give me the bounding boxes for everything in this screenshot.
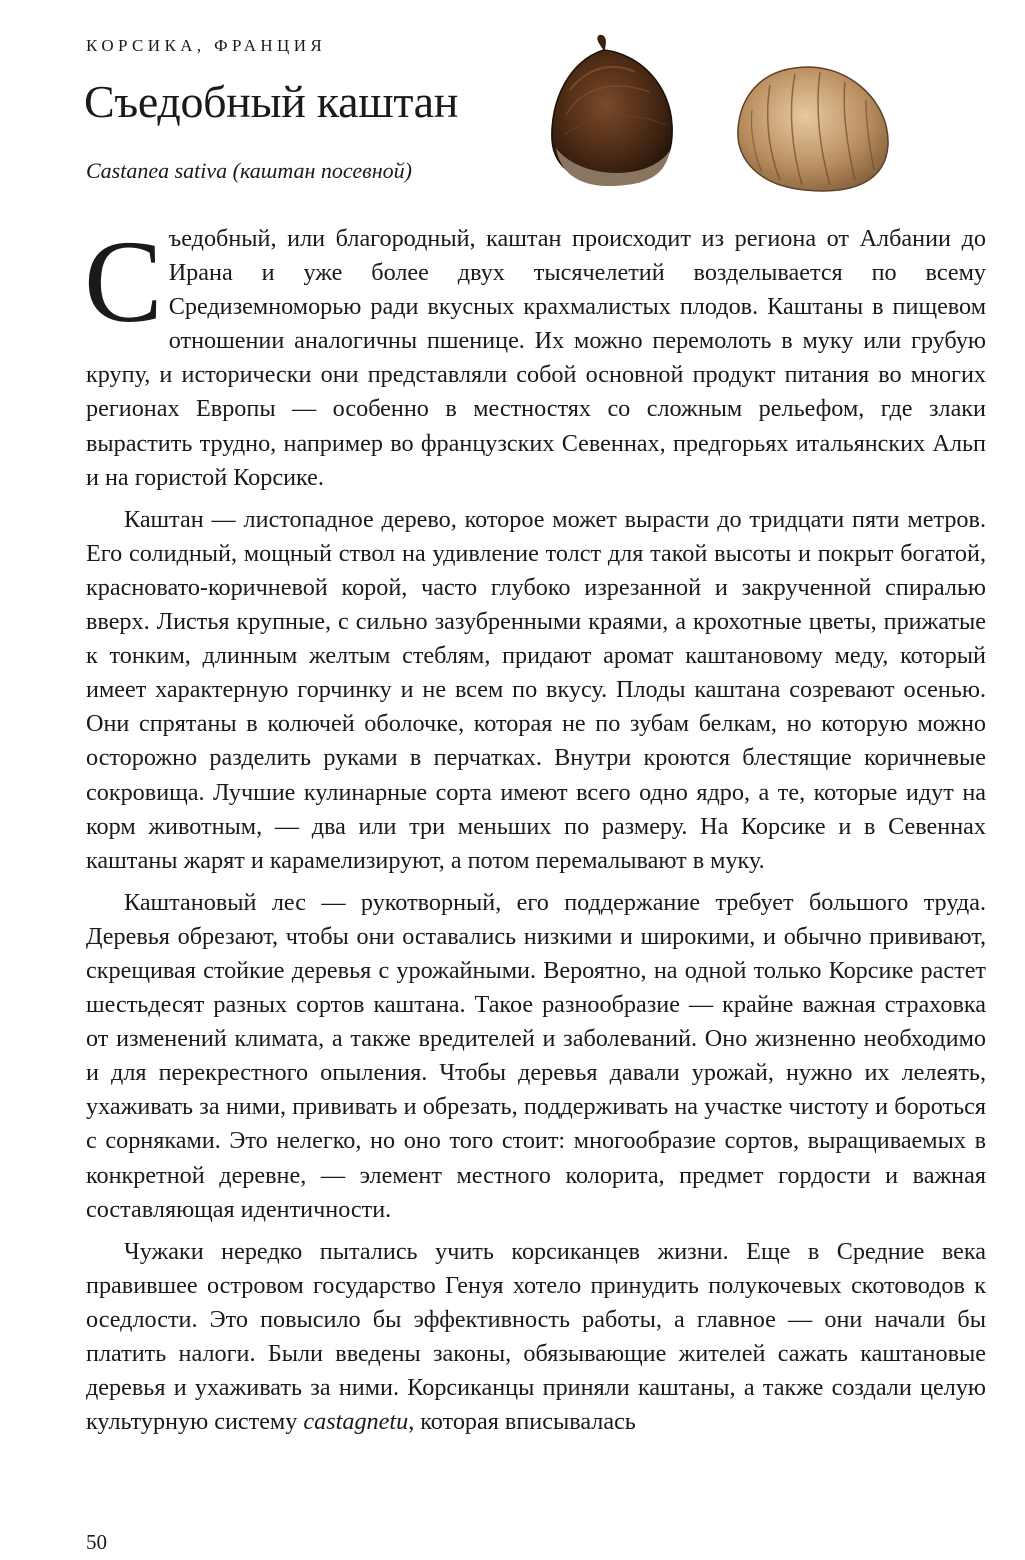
latin-subtitle: Castanea sativa (каштан посевной) (86, 158, 412, 183)
term-castagnetu: castagnetu (303, 1408, 409, 1436)
paragraph-4-text-start: Чужаки нередко пытались учить корсиканцев жизни. Еще в Средние века правившее островом государство Генуя хотело принудить полукочевых скотоводов к оседлости. Это повысило бы эффективность работы, а главное — они начали бы платить налоги. Были введены законы, обязывающие жителей сажать каштановые деревья и ухаживать за ними. Корсиканцы приняли каштаны, а также создали целую культурную систему (86, 1237, 986, 1436)
light-chestnut-icon (738, 67, 888, 191)
paragraph-4 (86, 1235, 986, 1440)
paragraph-3: Каштановый лес — рукотворный, его поддержание требует большого труда. Деревья обрезают, чтобы они оставались низкими и широкими, и обычно прививают, скрещивая стойкие деревья с урожайными. Вероятно, на одной только Корсике растет шестьдесят разных сортов каштана. Такое разнообразие — крайне важная страховка от изменений климата, а также вредителей и заболеваний. Оно жизненно необходимо и для перекрестного опыления. Чтобы деревья давали урожай, нужно их лелеять, ухаживать за ними, прививать и обрезать, поддерживать на участке чистоту и бороться с сорняками. Это нелегко, но оно того стоит: многообразие сортов, выращиваемых в конкретной деревне, — элемент местного колорита, предмет гордости и важная составляющая идентичности. (86, 888, 986, 1223)
paragraph-4-text-end: , которая вписывалась (408, 1408, 636, 1436)
chestnut-illustration-icon (540, 30, 910, 205)
paragraph-1 (84, 216, 986, 495)
paragraph-2: Каштан — листопадное дерево, которое может вырасти до тридцати пяти метров. Его солидный, мощный ствол на удивление толст для такой высоты и покрыт богатой, красновато-коричневой корой, часто глубоко изрезанной и закрученной спиралью вверх. Листья крупные, с сильно зазубренными краями, а крохотные цветы, прижатые к тонким, длинным желтым стеблям, придают аромат каштановому меду, который имеет характерную горчинку и не всем по вкусу. Плоды каштана созревают осенью. Они спрятаны в колючей оболочке, которая не по зубам белкам, но которую можно осторожно разделить руками в перчатках. Внутри кроются блестящие коричневые сокровища. Лучшие кулинарные сорта имеют всего одно ядро, а те, которые идут на корм животным, — два или три меньших по размеру. На Корсике и в Севеннах каштаны жарят и карамелизируют, а потом перемалывают в муку. (86, 505, 986, 874)
paragraph-1-text: ъедобный, или благородный, каштан происходит из региона от Албании до Ирана и уже более двух тысячелетий возделывается по всему Средиземноморью ради вкусных крахмалистых плодов. Каштаны в пищевом отношении аналогичны пшенице. Их можно перемолоть в муку или грубую крупу, и исторически они представляли собой основной продукт питания во многих регионах Европы — особенно в местностях со сложным рельефом, где злаки вырастить трудно, например во французских Севеннах, предгорьях итальянских Альп и на гористой Корсике. (86, 225, 986, 491)
page-number: 50 (86, 1530, 107, 1554)
drop-cap: С (84, 216, 163, 347)
page-title: Съедобный каштан (84, 76, 459, 127)
dark-chestnut-icon (552, 35, 672, 186)
region-label: КОРСИКА, ФРАНЦИЯ (86, 36, 327, 55)
article-body (84, 216, 986, 1447)
